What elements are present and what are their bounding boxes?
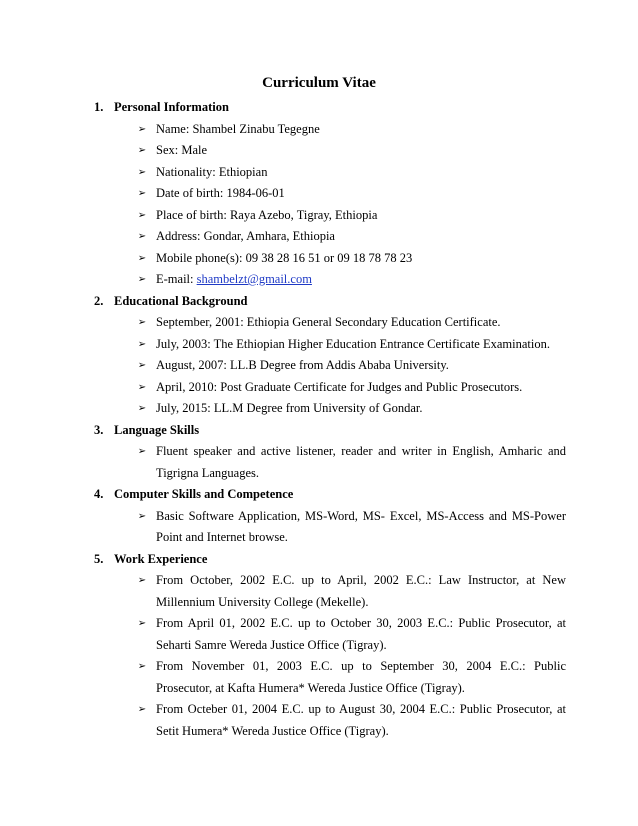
list-item: ➢ July, 2015: LL.M Degree from University of Gondar. — [136, 398, 566, 420]
list-item: ➢ July, 2003: The Ethiopian Higher Education Entrance Certificate Examination. — [136, 334, 566, 356]
arrow-bullet-icon: ➢ — [137, 704, 147, 715]
section-heading-computer-skills — [94, 484, 566, 506]
section-title: Language Skills — [114, 422, 200, 437]
list-item: ➢ August, 2007: LL.B Degree from Addis Ababa University. — [136, 355, 566, 377]
arrow-bullet-icon: ➢ — [137, 209, 147, 221]
list-item: ➢ Basic Software Application, MS-Word, MS- Excel, MS-Access and MS-Power Point and Internet browse. — [136, 506, 566, 549]
education-list — [94, 312, 566, 420]
section-heading-work-experience — [94, 549, 566, 571]
email-link[interactable]: shambelzt@gmail.com — [196, 272, 312, 286]
arrow-bullet-icon: ➢ — [137, 446, 147, 457]
list-item: ➢ April, 2010: Post Graduate Certificate for Judges and Public Prosecutors. — [136, 377, 566, 399]
list-item: ➢ Address: Gondar, Amhara, Ethiopia — [136, 226, 566, 248]
section-heading-educational-background — [94, 291, 566, 313]
arrow-bullet-icon: ➢ — [137, 231, 147, 242]
list-item: ➢ From April 01, 2002 E.C. up to October 30, 2003 E.C.: Public Prosecutor, at Seharti Samre Wereda Justice Office (Tigray). — [136, 613, 566, 656]
section-heading-language-skills — [94, 420, 566, 442]
arrow-bullet-icon: ➢ — [137, 317, 147, 328]
section-number: 4. — [94, 487, 104, 501]
section-number: 3. — [94, 422, 104, 437]
arrow-bullet-icon: ➢ — [137, 166, 147, 178]
computer-skills-list — [94, 506, 566, 549]
section-heading-personal-information — [94, 97, 566, 119]
list-item: ➢ From November 01, 2003 E.C. up to September 30, 2004 E.C.: Public Prosecutor, at Kafta Humera* Wereda Justice Office (Tigray). — [136, 656, 566, 699]
arrow-bullet-icon: ➢ — [137, 381, 147, 393]
arrow-bullet-icon: ➢ — [137, 510, 147, 522]
arrow-bullet-icon: ➢ — [137, 661, 147, 672]
arrow-bullet-icon: ➢ — [137, 403, 147, 414]
page-title: Curriculum Vitae — [262, 75, 376, 91]
list-item: ➢ From October, 2002 E.C. up to April, 2002 E.C.: Law Instructor, at New Millennium University College (Mekelle). — [136, 570, 566, 613]
arrow-bullet-icon: ➢ — [137, 338, 147, 350]
work-experience-list — [94, 570, 566, 742]
list-item: ➢ Fluent speaker and active listener, reader and writer in English, Amharic and Tigrigna Languages. — [136, 441, 566, 484]
personal-info-list — [94, 119, 566, 291]
arrow-bullet-icon: ➢ — [137, 618, 147, 629]
list-item: ➢ Sex: Male — [136, 140, 566, 162]
arrow-bullet-icon: ➢ — [137, 252, 147, 264]
section-number: 2. — [94, 293, 104, 308]
section-number: 1. — [94, 100, 104, 114]
section-title: Work Experience — [114, 551, 208, 566]
language-skills-list — [94, 441, 566, 484]
arrow-bullet-icon: ➢ — [137, 575, 147, 586]
arrow-bullet-icon: ➢ — [137, 145, 147, 156]
section-title: Computer Skills and Competence — [114, 487, 294, 501]
list-item: ➢ Date of birth: 1984-06-01 — [136, 183, 566, 205]
section-title: Personal Information — [114, 100, 229, 114]
section-title: Educational Background — [114, 293, 248, 308]
list-item: ➢ September, 2001: Ethiopia General Secondary Education Certificate. — [136, 312, 566, 334]
list-item: ➢ Mobile phone(s): 09 38 28 16 51 or 09 18 78 78 23 — [136, 248, 566, 270]
list-item: ➢ Place of birth: Raya Azebo, Tigray, Ethiopia — [136, 205, 566, 227]
list-item: ➢ From Octeber 01, 2004 E.C. up to August 30, 2004 E.C.: Public Prosecutor, at Setit Humera* Wereda Justice Office (Tigray). — [136, 699, 566, 742]
section-number: 5. — [94, 551, 104, 566]
list-item: ➢ Name: Shambel Zinabu Tegegne — [136, 119, 566, 141]
email-label: E-mail: — [156, 272, 197, 286]
list-item: ➢ Nationality: Ethiopian — [136, 162, 566, 184]
arrow-bullet-icon: ➢ — [137, 274, 147, 285]
cv-content — [94, 97, 566, 742]
arrow-bullet-icon: ➢ — [137, 123, 147, 135]
arrow-bullet-icon: ➢ — [137, 188, 147, 199]
arrow-bullet-icon: ➢ — [137, 360, 147, 371]
list-item-email — [136, 269, 566, 291]
